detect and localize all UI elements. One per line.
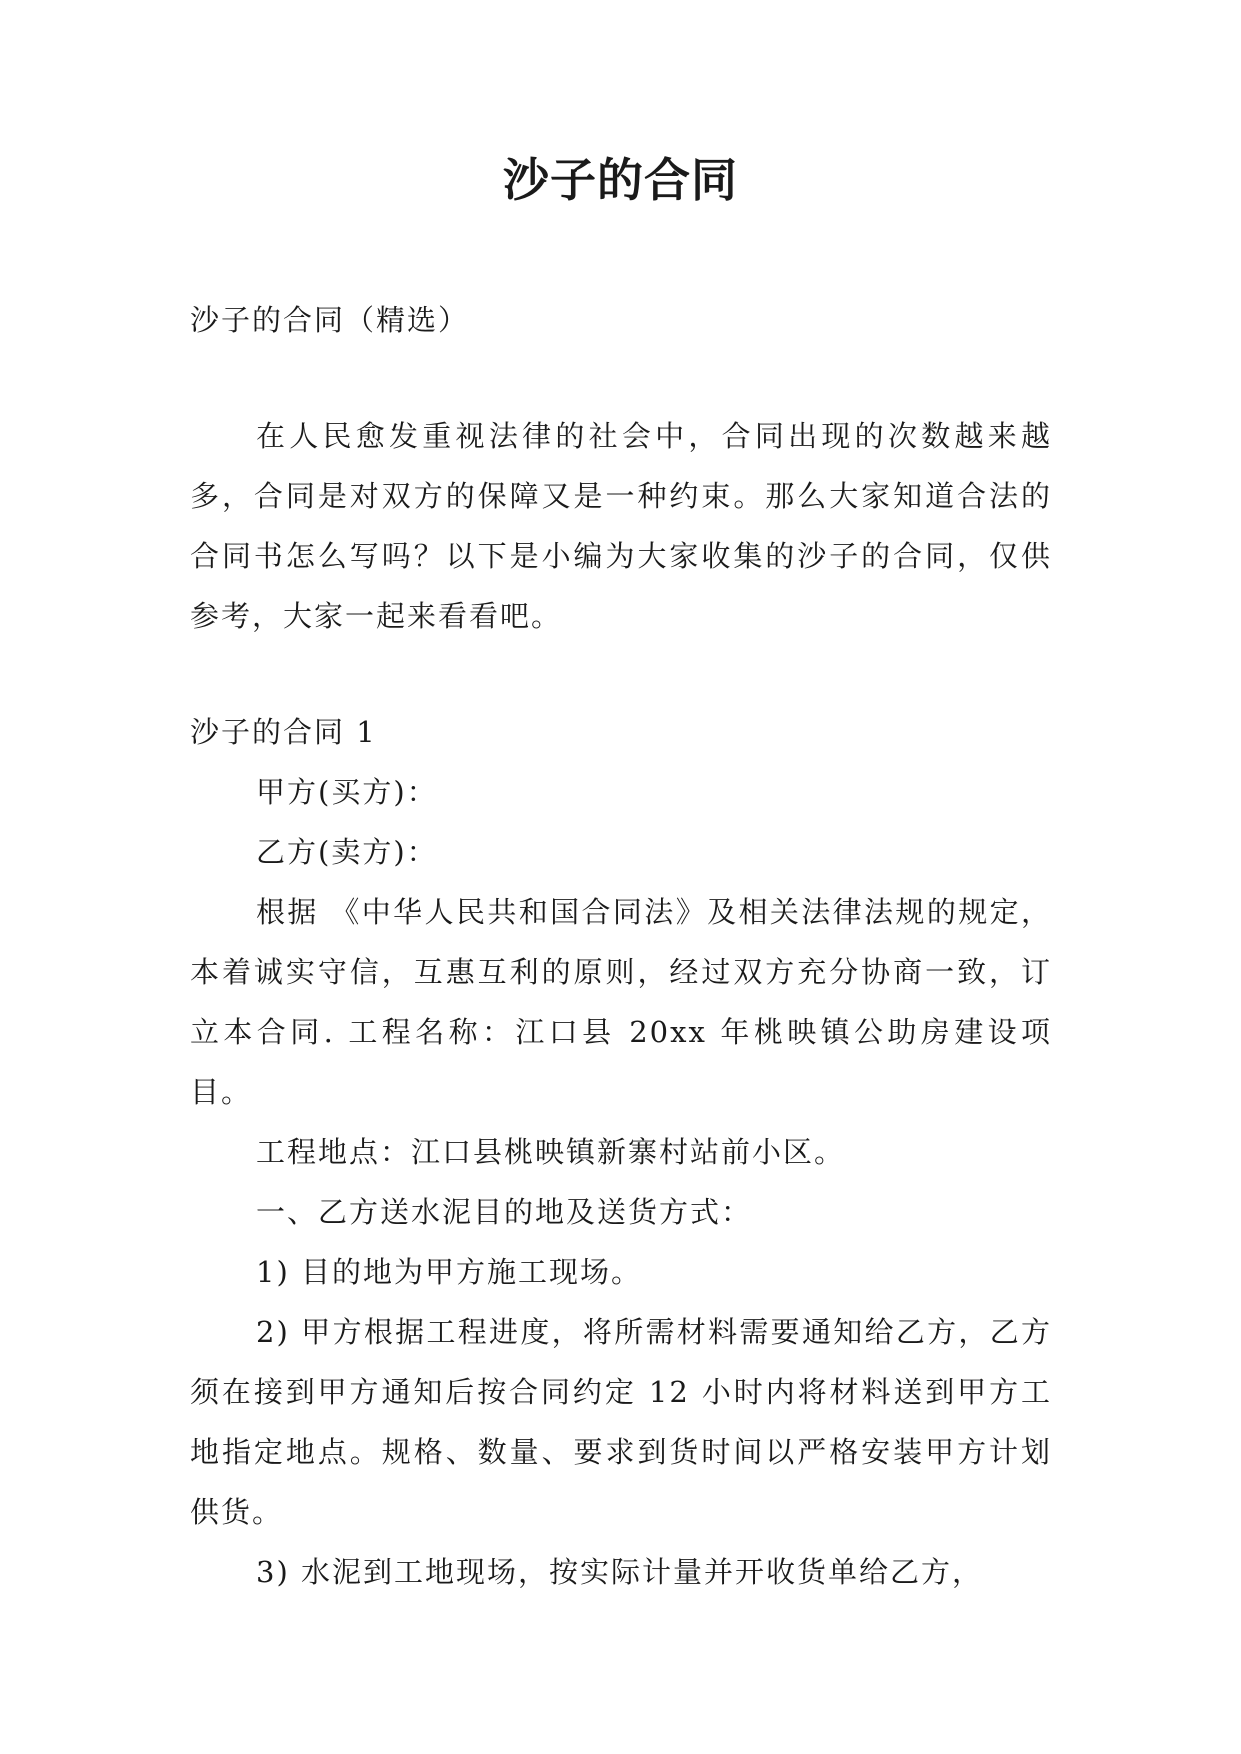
section-heading: 沙子的合同 1 <box>190 715 377 749</box>
paragraph-item-3: 3) 水泥到工地现场，按实际计量并开收货单给乙方， <box>256 1555 983 1589</box>
intro-paragraph: 在人民愈发重视法律的社会中，合同出现的次数越来越多，合同是对双方的保障又是一种约束。那么大家知道合法的合同书怎么写吗？以下是小编为大家收集的沙子的合同，仅供参考，大家一起来看看吧。 <box>190 419 1052 633</box>
paragraph-party-b: 乙方(卖方)： <box>256 835 438 869</box>
document-subtitle: 沙子的合同（精选） <box>190 303 470 337</box>
paragraph-location: 工程地点：江口县桃映镇新寨村站前小区。 <box>256 1135 846 1169</box>
paragraph-item-2: 2) 甲方根据工程进度，将所需材料需要通知给乙方，乙方须在接到甲方通知后按合同约定 12 小时内将材料送到甲方工地指定地点。规格、数量、要求到货时间以严格安装甲方计划供货。 <box>190 1315 1052 1529</box>
paragraph-party-a: 甲方(买方)： <box>256 775 438 809</box>
document-body <box>190 290 1052 1602</box>
paragraph-clause-1: 一、乙方送水泥目的地及送货方式： <box>256 1195 753 1229</box>
paragraph-item-1: 1) 目的地为甲方施工现场。 <box>256 1255 642 1289</box>
paragraph-basis: 根据 《中华人民共和国合同法》及相关法律法规的规定，本着诚实守信，互惠互利的原则，经过双方充分协商一致，订立本合同. 工程名称：江口县 20xx 年桃映镇公助房建设项目。 <box>190 895 1052 1109</box>
document-title: 沙子的合同 <box>503 153 738 207</box>
